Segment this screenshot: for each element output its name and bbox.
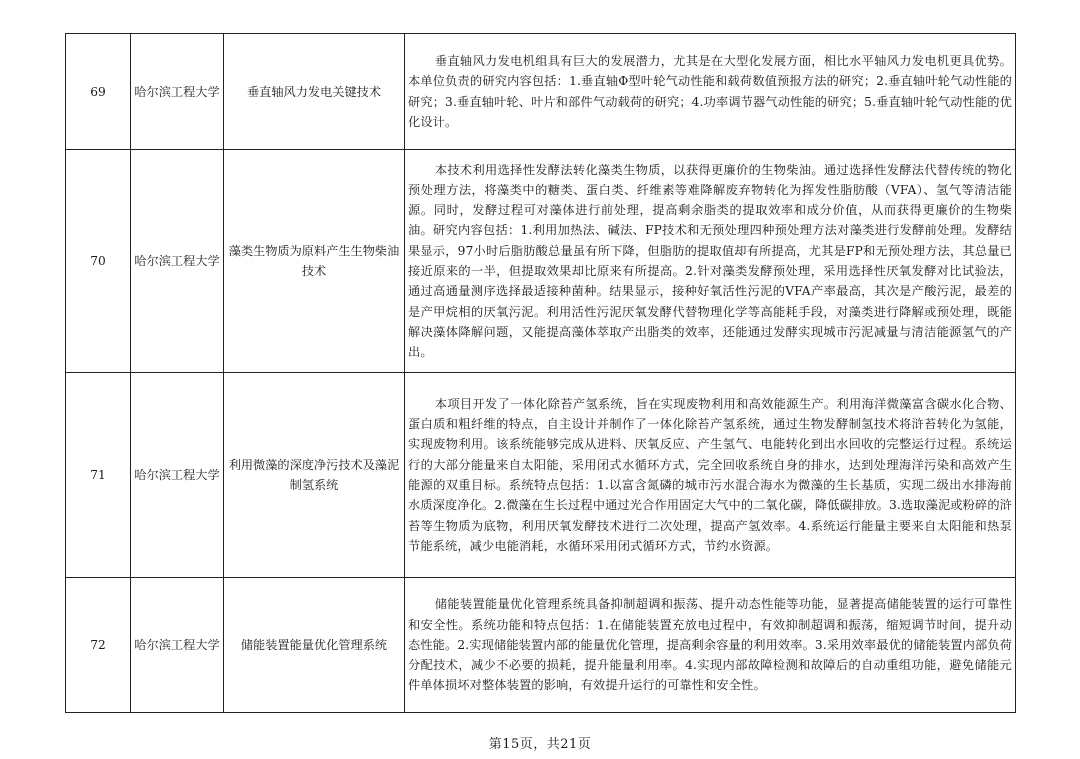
- page-footer: 第15页，共21页: [488, 737, 592, 752]
- row-number: 70: [66, 150, 131, 373]
- row-description: 本项目开发了一体化除苔产氢系统，旨在实现废物利用和高效能源生产。利用海洋微藻富含碳水化合物、蛋白质和粗纤维的特点，自主设计并制作了一体化除苔产氢系统，通过生物发酵制氢技术将浒苔转化为氢能，实现废物利用。该系统能够完成从进料、厌氧反应、产生氢气、电能转化到出水回收的完整运行过程。系统运行的大部分能量来自太阳能，采用闭式水循环方式，完全回收系统自身的排水，达到处理海洋污染和高效产生能源的双重目标。系统特点包括：1.以富含氮磷的城市污水混合海水为微藻的生长基质，实现二级出水排海前水质深度净化。2.微藻在生长过程中通过光合作用固定大气中的二氧化碳，降低碳排放。3.选取藻泥或粉碎的浒苔等生物质为底物，利用厌氧发酵技术进行二次处理，提高产氢效率。4.系统运行能量主要来自太阳能和热泵节能系统，减少电能消耗，水循环采用闭式循环方式，节约水资源。: [408, 396, 1012, 553]
- row-description: 垂直轴风力发电机组具有巨大的发展潜力，尤其是在大型化发展方面，相比水平轴风力发电机更具优势。本单位负责的研究内容包括：1.垂直轴Φ型叶轮气动性能和载荷数值预报方法的研究；2.垂直轴叶轮气动性能的研究；3.垂直轴叶轮、叶片和部件气动载荷的研究；4.功率调节器气动性能的研究；5.垂直轴叶轮气动性能的优化设计。: [408, 53, 1012, 129]
- row-number: 71: [66, 373, 131, 578]
- table-row: [66, 578, 1016, 713]
- technology-table: [65, 33, 1016, 713]
- row-description-cell: [405, 34, 1016, 150]
- row-description: 储能装置能量优化管理系统具备抑制超调和振荡、提升动态性能等功能，显著提高储能装置的运行可靠性和安全性。系统功能和特点包括：1.在储能装置充放电过程中，有效抑制超调和振荡，缩短调节时间，提升动态性能。2.实现储能装置内部的能量优化管理，提高剩余容量的利用效率。3.采用效率最优的储能装置内部负荷分配技术，减少不必要的损耗，提升能量利用率。4.实现内部故障检测和故障后的自动重组功能，避免储能元件单体损坏对整体装置的影响，有效提升运行的可靠性和安全性。: [408, 597, 1012, 693]
- row-tech-name: 利用微藻的深度净污技术及藻泥制氢系统: [224, 373, 405, 578]
- row-tech-name: 垂直轴风力发电关键技术: [224, 34, 405, 150]
- row-unit: 哈尔滨工程大学: [131, 34, 224, 150]
- row-number: 72: [66, 578, 131, 713]
- row-unit: 哈尔滨工程大学: [131, 150, 224, 373]
- row-description-cell: [405, 373, 1016, 578]
- table-row: [66, 373, 1016, 578]
- row-description-cell: [405, 150, 1016, 373]
- table-row: [66, 150, 1016, 373]
- row-unit: 哈尔滨工程大学: [131, 373, 224, 578]
- row-number: 69: [66, 34, 131, 150]
- row-unit: 哈尔滨工程大学: [131, 578, 224, 713]
- table-row: [66, 34, 1016, 150]
- row-description-cell: [405, 578, 1016, 713]
- row-tech-name: 藻类生物质为原料产生生物柴油技术: [224, 150, 405, 373]
- row-description: 本技术利用选择性发酵法转化藻类生物质，以获得更廉价的生物柴油。通过选择性发酵法代替传统的物化预处理方法，将藻类中的糖类、蛋白类、纤维素等难降解废弃物转化为挥发性脂肪酸（VFA）、氢气等清洁能源。同时，发酵过程可对藻体进行前处理，提高剩余脂类的提取效率和成分价值，从而获得更廉价的生物柴油。研究内容包括：1.利用加热法、碱法、FP技术和无预处理四种预处理方法对藻类进行发酵前处理。发酵结果显示，97小时后脂肪酸总量虽有所下降，但脂肪的提取值却有所提高，尤其是FP和无预处理方法，其总量已接近原来的一半，但提取效果却比原来有所提高。2.针对藻类发酵预处理，采用选择性厌氧发酵对比试验法，通过高通量测序选择最适接种菌种。结果显示，接种好氧活性污泥的VFA产率最高，其次是产酸污泥，最差的是产甲烷相的厌氧污泥。利用活性污泥厌氧发酵代替物理化学等高能耗手段，对藻类进行降解或预处理，既能解决藻体降解问题，又能提高藻体萃取产出脂类的效率，还能通过发酵实现城市污泥减量与清洁能源氢气的产出。: [408, 162, 1012, 360]
- row-tech-name: 储能装置能量优化管理系统: [224, 578, 405, 713]
